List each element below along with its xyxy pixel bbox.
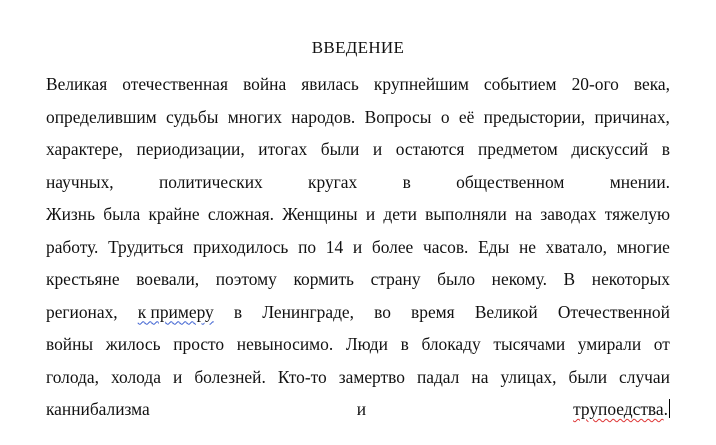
word: характере, (46, 139, 123, 159)
word: падал (416, 366, 460, 387)
word: регионах, (46, 301, 118, 322)
word: Великой (474, 301, 538, 322)
word: болезней. (194, 366, 266, 387)
word: во (374, 301, 391, 322)
word: холода (110, 366, 161, 387)
document-page[interactable] (46, 38, 670, 426)
word: каннибализма (46, 399, 150, 419)
word: невыносимо. (236, 334, 334, 354)
word: в (400, 334, 409, 354)
word: война (243, 74, 287, 94)
word: кормить (293, 269, 354, 289)
word: часов. (422, 236, 469, 257)
word: Люди (345, 334, 388, 354)
text-line (46, 101, 670, 134)
word: Вопросы (364, 106, 432, 127)
text-line (46, 361, 670, 394)
text-line (46, 166, 670, 199)
word: крайне (148, 204, 200, 224)
word: причинах, (594, 106, 670, 127)
word: Трудиться (108, 236, 184, 257)
word: Великая (46, 74, 108, 94)
word: воевали, (136, 269, 200, 289)
word: работу. (46, 236, 99, 257)
word: улицах, (500, 366, 557, 387)
word: народов. (291, 106, 356, 127)
word: к примеру (137, 301, 214, 322)
text-line (46, 263, 670, 296)
text-line (46, 296, 670, 329)
word: явилась (301, 74, 359, 94)
word: общественном (456, 171, 565, 192)
word: от (653, 334, 670, 354)
word: просто (173, 334, 225, 354)
word: выполняли (425, 204, 507, 224)
word: были (568, 366, 608, 387)
text-line (46, 231, 670, 264)
word: 14 (325, 236, 344, 257)
word: многие (616, 236, 670, 257)
word: более (371, 236, 414, 257)
spellcheck-word: трупоедства (573, 399, 664, 419)
word: итогах (258, 139, 308, 159)
word: 20-ого (571, 74, 619, 94)
word: дети (383, 204, 417, 224)
word: отечественная (122, 74, 229, 94)
text-line (46, 198, 670, 231)
word: кругах (308, 171, 358, 192)
text-line (46, 328, 670, 361)
word: хватало, (545, 236, 608, 257)
word: предыстории, (483, 106, 586, 127)
word: периодизации, (136, 139, 245, 159)
word: крупнейшим (373, 74, 469, 94)
word: мнении. (609, 171, 670, 192)
word: некоторых (591, 269, 670, 289)
document-title: ВВЕДЕНИЕ (311, 38, 405, 57)
word: некому. (491, 269, 547, 289)
word: не (518, 236, 536, 257)
word: судьбы (166, 106, 219, 127)
document-body[interactable] (46, 68, 670, 426)
text-line (46, 68, 670, 101)
word: Женщины (282, 204, 358, 224)
word: в (233, 301, 243, 322)
word: замертво (338, 366, 405, 387)
word: время (411, 301, 455, 322)
word: остаются (395, 139, 465, 159)
word: политических (158, 171, 263, 192)
word: на (471, 366, 489, 387)
word: жилось (105, 334, 161, 354)
word: по (298, 236, 317, 257)
word: крестьяне (46, 269, 120, 289)
word: века, (633, 74, 670, 94)
word: войны (46, 334, 94, 354)
word: Жизнь (46, 204, 95, 224)
word: блокаду (421, 334, 481, 354)
text-line (46, 393, 670, 426)
word: и (372, 139, 383, 159)
word: трупоедства. (573, 399, 668, 419)
text-line (46, 133, 670, 166)
word: и (172, 366, 183, 387)
word: В (563, 269, 576, 289)
word: определившим (46, 106, 157, 127)
word: поэтому (215, 269, 277, 289)
word: заводах (540, 204, 597, 224)
word: событием (483, 74, 557, 94)
text-cursor (669, 399, 670, 418)
word: её (458, 106, 475, 127)
word: тысячами (493, 334, 566, 354)
word: сложная. (207, 204, 274, 224)
word: научных, (46, 171, 114, 192)
word: голода, (46, 366, 99, 387)
word: в (661, 139, 670, 159)
word: Отечественной (557, 301, 670, 322)
word: Еды (478, 236, 510, 257)
word: многих (227, 106, 282, 127)
word: умирали (577, 334, 642, 354)
word: Кто-то (277, 366, 327, 387)
word: страну (370, 269, 421, 289)
word: и (365, 204, 376, 224)
word: и (356, 399, 367, 419)
word: приходилось (193, 236, 289, 257)
word: Ленинграде, (262, 301, 354, 322)
word: случаи (619, 366, 670, 387)
word: предметом (477, 139, 558, 159)
word: были (320, 139, 360, 159)
word: было (437, 269, 476, 289)
word: дискуссий (571, 139, 649, 159)
word: о (440, 106, 450, 127)
word: тяжелую (604, 204, 670, 224)
word: в (402, 171, 411, 192)
word: и (352, 236, 363, 257)
word: на (515, 204, 533, 224)
word: была (103, 204, 141, 224)
